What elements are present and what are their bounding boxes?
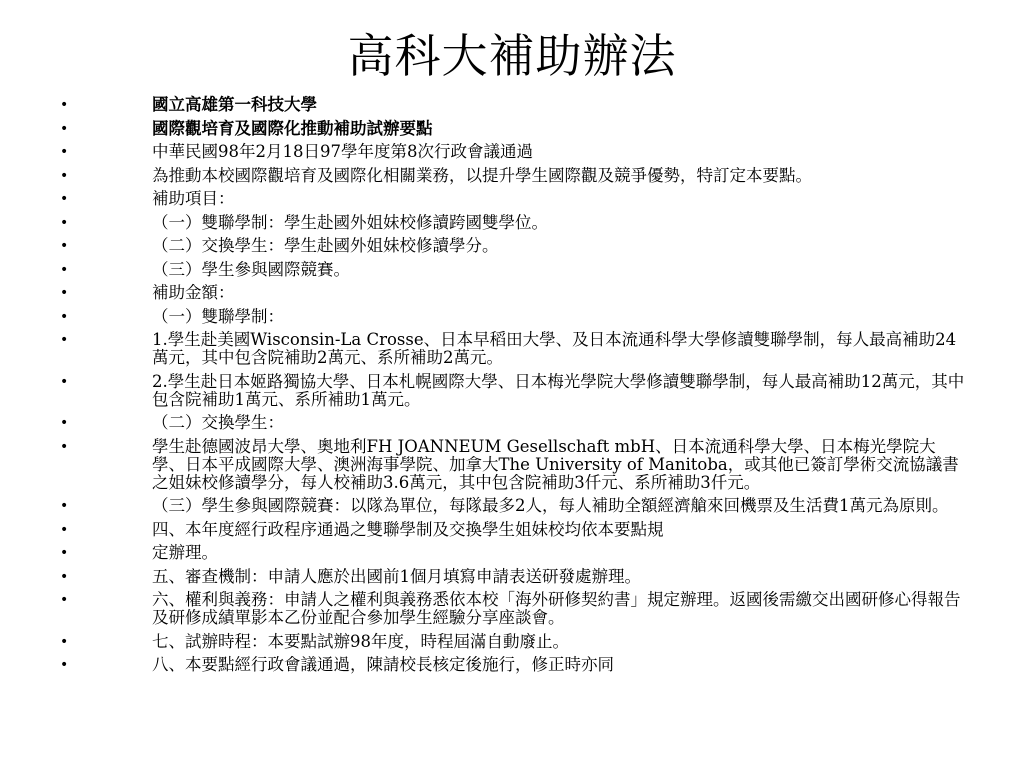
bullet-list xyxy=(0,96,1024,680)
bullet-dot-icon: • xyxy=(60,144,69,160)
bullet-text: 六、權利與義務：申請人之權利與義務悉依本校「海外研修契約書」規定辦理。返國後需繳交出國研修心得報告及研修成績單影本乙份並配合參加學生經驗分享座談會。 xyxy=(152,590,961,627)
bullet-text: （一）雙聯學制：學生赴國外姐妹校修讀跨國雙學位。 xyxy=(152,212,548,232)
bullet-dot-icon: • xyxy=(60,545,69,561)
bullet-text: （三）學生參與國際競賽。 xyxy=(152,259,350,279)
bullet-text: 四、本年度經行政程序通過之雙聯學制及交換學生姐妹校均依本要點規 xyxy=(152,519,664,539)
bullet-item xyxy=(0,497,1024,515)
bullet-item xyxy=(0,633,1024,651)
bullet-text: 學生赴德國波昂大學、奧地利FH JOANNEUM Gesellschaft mbH、日本流通科學大學、日本梅光學院大學、日本平成國際大學、澳洲海事學院、加拿大The University of Manitoba，或其他已簽訂學術交流協議書之姐妹校修讀學分，每人校補助3.6萬元，其中包含院補助3仟元、系所補助3仟元。 xyxy=(152,436,959,492)
bullet-dot-icon: • xyxy=(60,568,69,585)
bullet-item xyxy=(0,120,1024,138)
bullet-item xyxy=(0,190,1024,208)
bullet-item xyxy=(0,237,1024,255)
bullet-dot-icon: • xyxy=(60,498,69,514)
bullet-item xyxy=(0,591,1024,627)
bullet-dot-icon: • xyxy=(60,373,69,390)
bullet-item xyxy=(0,656,1024,674)
bullet-item xyxy=(0,331,1024,367)
bullet-dot-icon: • xyxy=(60,167,69,184)
bullet-text: 補助項目： xyxy=(152,189,235,208)
bullet-text: 補助金額： xyxy=(152,283,235,302)
bullet-dot-icon: • xyxy=(60,332,69,348)
bullet-dot-icon: • xyxy=(60,592,69,608)
bullet-item xyxy=(0,167,1024,185)
bullet-dot-icon: • xyxy=(60,308,69,325)
bullet-text: 2.學生赴日本姬路獨協大學、日本札幌國際大學、日本梅光學院大學修讀雙聯學制，每人最高補助12萬元，其中包含院補助1萬元、系所補助1萬元。 xyxy=(152,371,965,409)
bullet-text: 為推動本校國際觀培育及國際化相關業務，以提升學生國際觀及競爭優勢，特訂定本要點。 xyxy=(152,165,812,185)
bullet-dot-icon: • xyxy=(60,633,69,650)
bullet-item xyxy=(0,544,1024,562)
bullet-item xyxy=(0,568,1024,586)
bullet-dot-icon: • xyxy=(60,521,69,538)
bullet-text: （二）交換學生：學生赴國外姐妹校修讀學分。 xyxy=(152,236,499,255)
bullet-text: 五、審查機制：申請人應於出國前1個月填寫申請表送研發處辦理。 xyxy=(152,566,641,586)
bullet-dot-icon: • xyxy=(60,285,69,301)
bullet-text: 八、本要點經行政會議通過，陳請校長核定後施行，修正時亦同 xyxy=(152,655,614,674)
bullet-item xyxy=(0,96,1024,114)
bullet-item xyxy=(0,521,1024,539)
bullet-text: 國立高雄第一科技大學 xyxy=(152,95,317,114)
bullet-item xyxy=(0,414,1024,432)
bullet-dot-icon: • xyxy=(60,120,69,137)
bullet-dot-icon: • xyxy=(60,438,69,455)
bullet-item xyxy=(0,373,1024,409)
bullet-text: 定辦理。 xyxy=(152,543,218,562)
bullet-text: 七、試辦時程：本要點試辦98年度，時程屆滿自動廢止。 xyxy=(152,631,569,651)
bullet-dot-icon: • xyxy=(60,191,69,207)
bullet-text: 國際觀培育及國際化推動補助試辦要點 xyxy=(152,118,433,138)
bullet-text: （二）交換學生： xyxy=(152,413,284,432)
bullet-dot-icon: • xyxy=(60,415,69,431)
bullet-item xyxy=(0,261,1024,279)
bullet-item xyxy=(0,438,1024,492)
bullet-dot-icon: • xyxy=(60,261,69,278)
bullet-item xyxy=(0,284,1024,302)
slide-title: 高科大補助辦法 xyxy=(347,29,677,83)
bullet-text: 1.學生赴美國Wisconsin-La Crosse、日本早稻田大學、及日本流通科學大學修讀雙聯學制，每人最高補助24萬元，其中包含院補助2萬元、系所補助2萬元。 xyxy=(152,330,957,367)
bullet-dot-icon: • xyxy=(60,238,69,254)
bullet-item xyxy=(0,214,1024,232)
bullet-text: 中華民國98年2月18日97學年度第8次行政會議通過 xyxy=(152,142,533,161)
bullet-item xyxy=(0,308,1024,326)
bullet-item xyxy=(0,143,1024,161)
bullet-dot-icon: • xyxy=(60,214,69,231)
bullet-dot-icon: • xyxy=(60,97,69,113)
bullet-text: （一）雙聯學制： xyxy=(152,306,284,326)
bullet-dot-icon: • xyxy=(60,657,69,673)
bullet-text: （三）學生參與國際競賽：以隊為單位，每隊最多2人，每人補助全額經濟艙來回機票及生活費1萬元為原則。 xyxy=(152,496,949,515)
